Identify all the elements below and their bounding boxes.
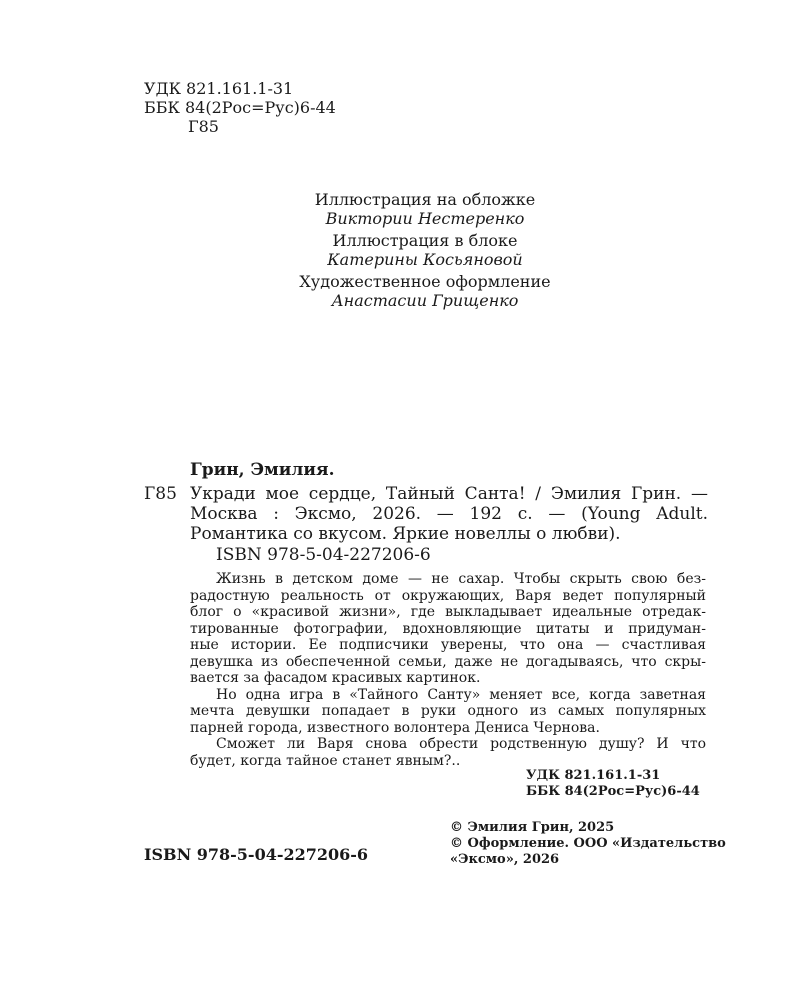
- annotation-line: блог о «красивой жизни», где выкладывает идеальные отредак-: [190, 604, 706, 620]
- credit-name: Катерины Косьяновой: [327, 250, 523, 269]
- copyright-line: © Эмилия Грин, 2025: [450, 820, 615, 835]
- catalog-description: [190, 484, 708, 544]
- annotation-classification: [526, 768, 700, 800]
- catalog-author-heading: Грин, Эмилия.: [190, 460, 335, 480]
- credit-role: Художественное оформление: [299, 272, 551, 291]
- credit-cover: [0, 190, 800, 228]
- copyright-line: © Оформление. ООО «Издательство: [450, 836, 726, 851]
- bbk-code: ББК 84(2Рос=Рус)6-44: [144, 98, 336, 117]
- catalog-line: Москва : Эксмо, 2026. — 192 с. — (Young Adult.: [190, 504, 708, 524]
- classification-block: [144, 79, 336, 136]
- credit-name: Виктории Нестеренко: [325, 209, 525, 228]
- footer-isbn: ISBN 978-5-04-227206-6: [144, 845, 369, 864]
- author-sign: Г85: [188, 117, 219, 136]
- annotation-line: мечта девушки попадает в руки одного из самых популярных: [190, 703, 706, 719]
- catalog-line: Укради мое сердце, Тайный Санта! / Эмилия Грин. —: [190, 484, 708, 504]
- bbk-code: ББК 84(2Рос=Рус)6-44: [526, 784, 700, 799]
- copyright-line: «Эксмо», 2026: [450, 852, 560, 867]
- credit-block-illustration: [0, 231, 800, 269]
- annotation-line: будет, когда тайное станет явным?..: [190, 752, 461, 769]
- annotation-line: тированные фотографии, вдохновляющие цитаты и придуман-: [190, 620, 706, 637]
- annotation: [190, 571, 706, 769]
- annotation-line: Жизнь в детском доме — не сахар. Чтобы скрыть свою без-: [216, 571, 706, 587]
- catalog-isbn: ISBN 978-5-04-227206-6: [216, 545, 431, 565]
- annotation-line: вается за фасадом красивых картинок.: [190, 670, 481, 686]
- annotation-line: Но одна игра в «Тайного Санту» меняет все, когда заветная: [216, 686, 706, 703]
- credit-name: Анастасии Грищенко: [331, 291, 519, 310]
- annotation-paragraph: [190, 687, 706, 737]
- credit-role: Иллюстрация на обложке: [314, 190, 536, 209]
- annotation-line: девушка из обеспеченной семьи, даже не догадываясь, что скры-: [190, 653, 706, 670]
- annotation-paragraph: [190, 571, 706, 687]
- annotation-line: парней города, известного волонтера Дениса Чернова.: [190, 719, 600, 736]
- annotation-paragraph: [190, 736, 706, 769]
- annotation-line: Сможет ли Варя снова обрести родственную душу? И что: [216, 736, 706, 752]
- catalog-code: Г85: [144, 484, 177, 504]
- annotation-line: радостную реальность от окружающих, Варя ведет популярный: [190, 587, 706, 604]
- copyright-block: [450, 820, 726, 868]
- credit-design: [0, 272, 800, 310]
- annotation-line: ные истории. Ее подписчики уверены, что она — счастливая: [190, 637, 706, 653]
- catalog-line: Романтика со вкусом. Яркие новеллы о любви).: [190, 524, 621, 544]
- udk-code: УДК 821.161.1-31: [144, 79, 294, 98]
- udk-code: УДК 821.161.1-31: [526, 768, 661, 783]
- credit-role: Иллюстрация в блоке: [332, 231, 518, 250]
- credits-block: [0, 190, 800, 310]
